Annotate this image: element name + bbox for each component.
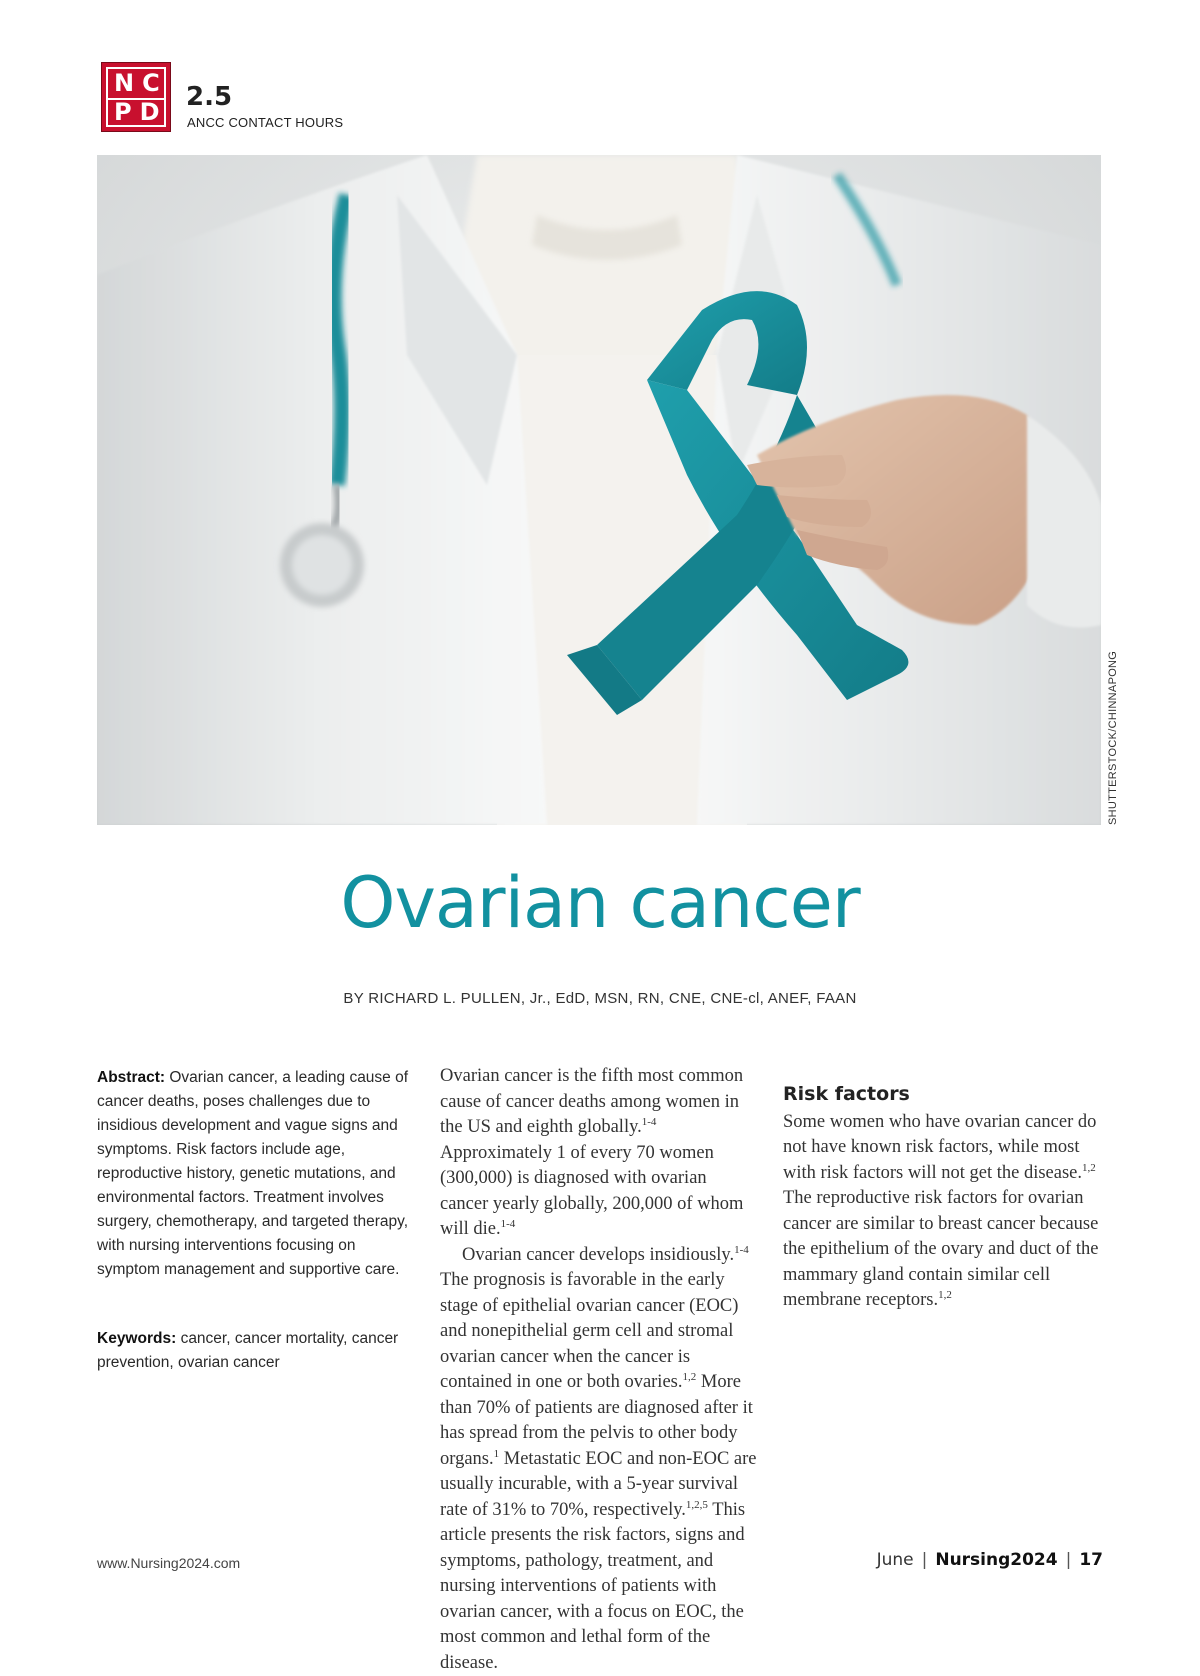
doctor-holding-ribbon-image [97,155,1101,825]
footer-journal: Nursing2024 [935,1550,1057,1570]
keywords [97,1327,417,1375]
footer-page-number: 17 [1079,1550,1103,1570]
body-text: More than 70% of patients are diagnosed after it has spread from the pelvis to other body organs. [440,1372,753,1469]
footer-separator: | [1058,1550,1080,1570]
abstract-text: Ovarian cancer, a leading cause of cancer deaths, poses challenges due to insidious development and vague signs and symptoms. Risk factors include age, reproductive history, genetic mutations, and environmental factors. Treatment involves surgery, chemotherapy, and targeted therapy, with nursing interventions focusing on symptom management and supportive care. [97,1069,408,1278]
hero-photo [97,155,1101,825]
contact-hours-value: 2.5 [186,84,232,110]
body-paragraph [440,1243,758,1676]
section-heading: Risk factors [783,1082,1103,1108]
body-text: Ovarian cancer is the fifth most common cause of cancer deaths among women in the US and eighth globally. [440,1066,743,1137]
citation: 1-4 [734,1244,749,1256]
body-column-1 [440,1064,758,1676]
citation: 1,2 [1082,1162,1096,1174]
body-text: Ovarian cancer develops insidiously. [462,1245,734,1265]
citation: 1,2,5 [686,1499,708,1511]
body-text: Approximately 1 of every 70 women (300,000) is diagnosed with ovarian cancer yearly globally, 200,000 of whom will die. [440,1143,743,1240]
body-text: The prognosis is favorable in the early stage of epithelial ovarian cancer (EOC) and nonepithelial germ cell and stromal ovarian cancer when the cancer is contained in one or both ovaries. [440,1270,738,1392]
citation: 1,2 [683,1371,697,1383]
ncpd-logo-row1: NC [108,69,164,97]
photo-credit: SHUTTERSTOCK/CHINNAPONG [1107,651,1119,825]
footer-website: www.Nursing2024.com [97,1555,240,1571]
article-byline: BY RICHARD L. PULLEN, Jr., EdD, MSN, RN, CNE, CNE-cl, ANEF, FAAN [0,990,1200,1007]
body-text: This article presents the risk factors, signs and symptoms, pathology, treatment, and nursing interventions of patients with ovarian cancer, with a focus on EOC, the most common and lethal form of the disease. [440,1500,745,1673]
contact-hours-label: ANCC CONTACT HOURS [187,115,343,130]
footer-separator: | [914,1550,936,1570]
body-column-2 [783,1064,1103,1314]
keywords-label: Keywords: [97,1330,176,1347]
body-text: The reproductive risk factors for ovarian cancer are similar to breast cancer because the epithelium of the ovary and duct of the mammary gland contain similar cell membrane receptors. [783,1188,1098,1310]
body-text: Metastatic EOC and non-EOC are usually incurable, with a 5-year survival rate of 31% to 70%, respectively. [440,1449,757,1520]
body-text: Some women who have ovarian cancer do not have known risk factors, while most with risk factors will not get the disease. [783,1112,1096,1183]
citation: 1,2 [938,1289,952,1301]
keywords-text: cancer, cancer mortality, cancer prevention, ovarian cancer [97,1330,398,1371]
body-paragraph [783,1110,1103,1314]
citation: 1-4 [642,1116,657,1128]
footer-page-info [877,1550,1103,1570]
body-paragraph [440,1064,758,1243]
footer-month: June [877,1550,914,1570]
ncpd-logo-row2: PD [108,98,164,126]
article-title: Ovarian cancer [0,858,1200,948]
abstract [97,1066,417,1282]
abstract-label: Abstract: [97,1069,165,1086]
citation: 1-4 [501,1218,516,1230]
citation: 1 [494,1448,500,1460]
ncpd-logo [101,62,171,132]
